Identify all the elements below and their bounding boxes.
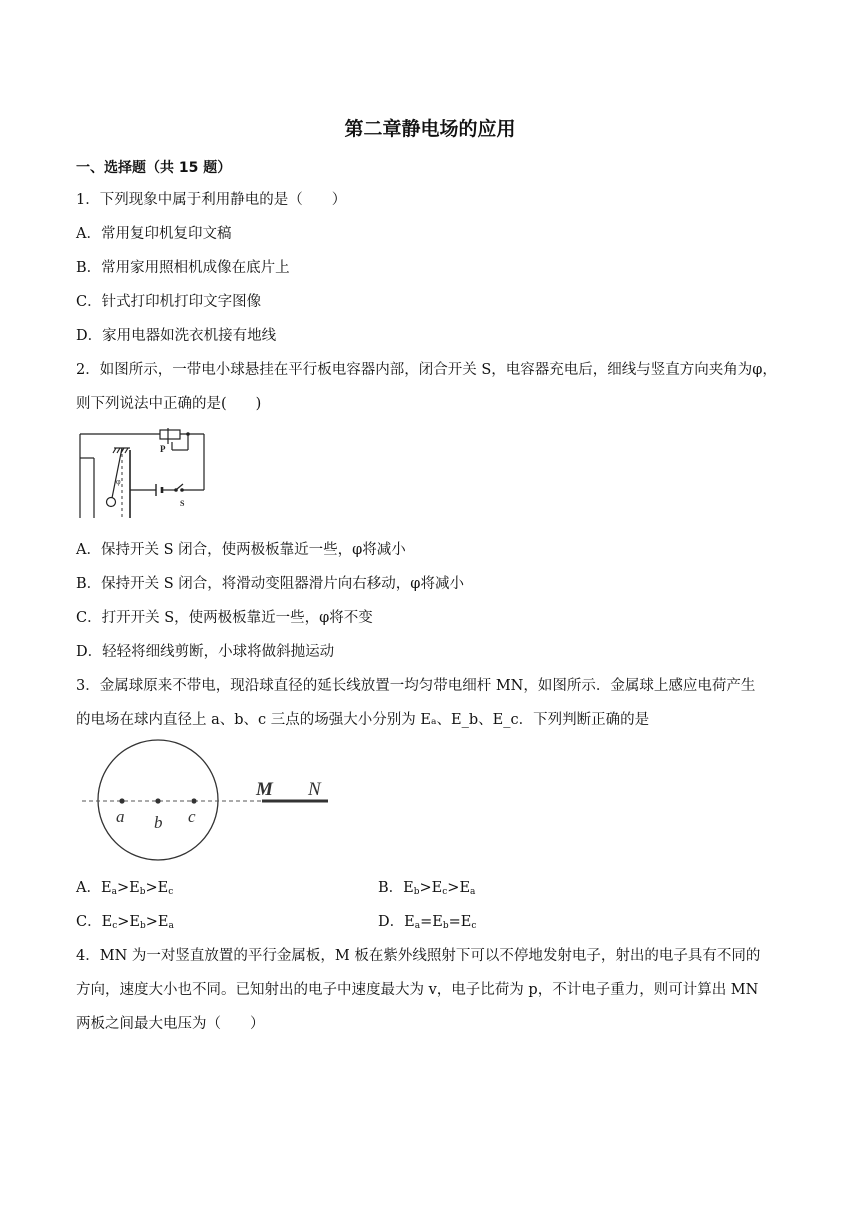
figure-label-p: P xyxy=(160,444,166,454)
question-3-stem-line-2 xyxy=(76,710,796,730)
question-3-option-d: D．$E_a=E_b=E_c$ xyxy=(378,914,477,931)
figure-label-s: S xyxy=(180,499,185,508)
question-2-option-a: A．保持开关 S 闭合，使两极板靠近一些，φ将减小 xyxy=(76,542,406,558)
metal-sphere-rod-figure xyxy=(76,738,336,868)
question-1-option-a: A．常用复印机复印文稿 xyxy=(76,226,232,242)
question-4-stem-line-3: 两板之间最大电压为（ ） xyxy=(76,1016,265,1032)
figure-label-n: N xyxy=(308,779,321,800)
figure-label-phi: φ xyxy=(116,477,121,486)
capacitor-circuit-figure xyxy=(76,428,216,522)
question-2-stem-line-2: 则下列说法中正确的是( ) xyxy=(76,396,262,412)
question-3-stem-text: 的电场在球内直径上 a、b、c 三点的场强大小分别为 Eₐ、E_b、E_c．下列判断正确的是 xyxy=(76,712,650,728)
figure-label-a: a xyxy=(116,807,125,826)
question-1-option-b: B．常用家用照相机成像在底片上 xyxy=(76,260,290,276)
figure-label-b: b xyxy=(154,813,163,832)
section-heading: 一、选择题（共 15 题） xyxy=(76,160,232,176)
question-2-option-d: D．轻轻将细线剪断，小球将做斜抛运动 xyxy=(76,644,335,660)
charged-ball-icon xyxy=(107,498,116,507)
question-2-option-c: C．打开开关 S，使两极板靠近一些，φ将不变 xyxy=(76,610,373,626)
question-4-stem-line-2: 方向，速度大小也不同。已知射出的电子中速度最大为 v，电子比荷为 p，不计电子重力，则可计算出 MN xyxy=(76,982,759,998)
figure-label-m: M xyxy=(256,779,273,800)
figure-label-c: c xyxy=(188,807,196,826)
question-1-option-c: C．针式打印机打印文字图像 xyxy=(76,294,262,310)
question-3-option-c: C．$E_c>E_b>E_a$ xyxy=(76,914,174,931)
question-3-option-b: B．$E_b>E_c>E_a$ xyxy=(378,880,476,897)
question-4-stem-line-1: 4．MN 为一对竖直放置的平行金属板，M 板在紫外线照射下可以不停地发射电子，射出的电子具有不同的 xyxy=(76,948,761,964)
question-1-option-d: D．家用电器如洗衣机接有地线 xyxy=(76,328,277,344)
question-2-stem-line-1: 2．如图所示，一带电小球悬挂在平行板电容器内部，闭合开关 S，电容器充电后，细线与竖直方向夹角为φ， xyxy=(76,362,777,378)
question-3-option-a: A．$E_a>E_b>E_c$ xyxy=(76,880,174,897)
page-title: 第二章静电场的应用 xyxy=(344,118,516,140)
question-3-stem-line-1: 3．金属球原来不带电，现沿球直径的延长线放置一均匀带电细杆 MN，如图所示．金属球上感应电荷产生 xyxy=(76,678,756,694)
question-1-stem: 1．下列现象中属于利用静电的是（ ） xyxy=(76,192,347,208)
question-2-option-b: B．保持开关 S 闭合，将滑动变阻器滑片向右移动，φ将减小 xyxy=(76,576,464,592)
